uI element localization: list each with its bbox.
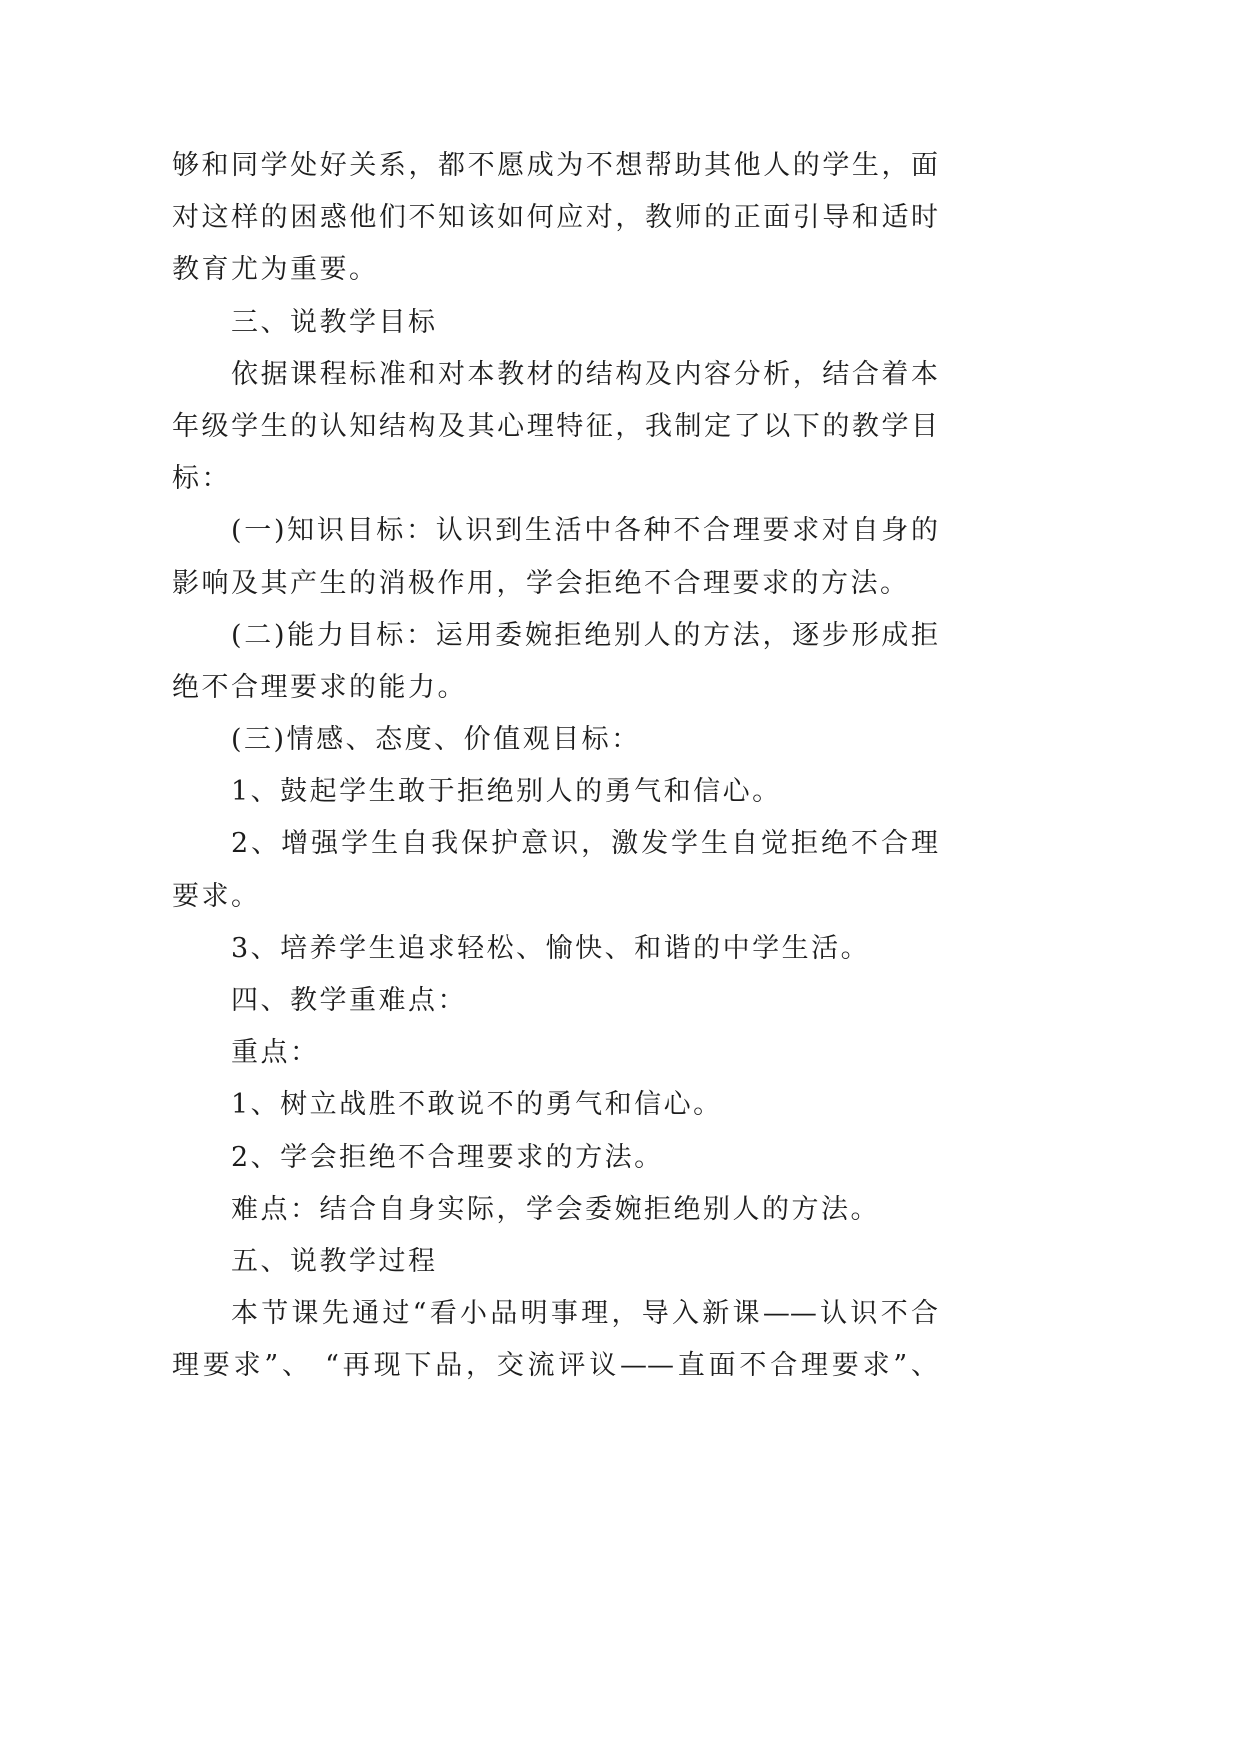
text-line: 三、说教学目标 [231,306,438,338]
text-line: (三)情感、态度、价值观目标： [231,724,641,756]
paragraph [172,1184,938,1236]
text-line: 依据课程标准和对本教材的结构及内容分析，结合着本 [231,358,938,390]
text-line: 标： [172,463,231,495]
text-line: 3、培养学生追求轻松、愉快、和谐的中学生活。 [231,932,871,964]
paragraph [172,505,938,609]
text-line: 四、教学重难点： [231,985,467,1016]
list-item [172,1132,938,1184]
paragraph [172,349,938,506]
text-line: 重点： [231,1037,320,1069]
text-line: 理要求”、 “再现下品，交流评议——直面不合理要求”、 [172,1350,938,1382]
section-heading [172,297,938,349]
text-line: 难点：结合自身实际，学会委婉拒绝别人的方法。 [231,1193,880,1225]
paragraph [172,140,938,297]
text-line: 年级学生的认知结构及其心理特征，我制定了以下的教学目 [172,410,938,442]
list-item [172,818,938,922]
text-line: 够和同学处好关系，都不愿成为不想帮助其他人的学生，面 [172,150,938,181]
list-item [172,766,938,818]
section-heading [172,1236,938,1288]
text-line: 2、增强学生自我保护意识，激发学生自觉拒绝不合理 [231,828,938,860]
text-line: (一)知识目标：认识到生活中各种不合理要求对自身的 [231,515,938,547]
paragraph [172,1027,938,1079]
text-line: 1、树立战胜不敢说不的勇气和信心。 [231,1089,723,1121]
text-line: 五、说教学过程 [231,1245,438,1277]
text-line: 教育尤为重要。 [172,254,379,286]
text-line: 对这样的困惑他们不知该如何应对，教师的正面引导和适时 [172,202,938,234]
paragraph [172,610,938,714]
section-heading [172,975,938,1027]
paragraph [172,714,938,766]
text-line: 影响及其产生的消极作用，学会拒绝不合理要求的方法。 [172,567,910,599]
paragraph [172,1288,938,1392]
text-line: 绝不合理要求的能力。 [172,671,467,703]
list-item [172,1079,938,1131]
document-body [172,140,938,1393]
list-item [172,923,938,975]
text-line: 2、学会拒绝不合理要求的方法。 [231,1141,664,1173]
text-line: 要求。 [172,880,261,912]
text-line: 1、鼓起学生敢于拒绝别人的勇气和信心。 [231,776,782,808]
text-line: 本节课先通过“看小品明事理，导入新课——认识不合 [231,1298,938,1330]
text-line: (二)能力目标：运用委婉拒绝别人的方法，逐步形成拒 [231,619,938,651]
